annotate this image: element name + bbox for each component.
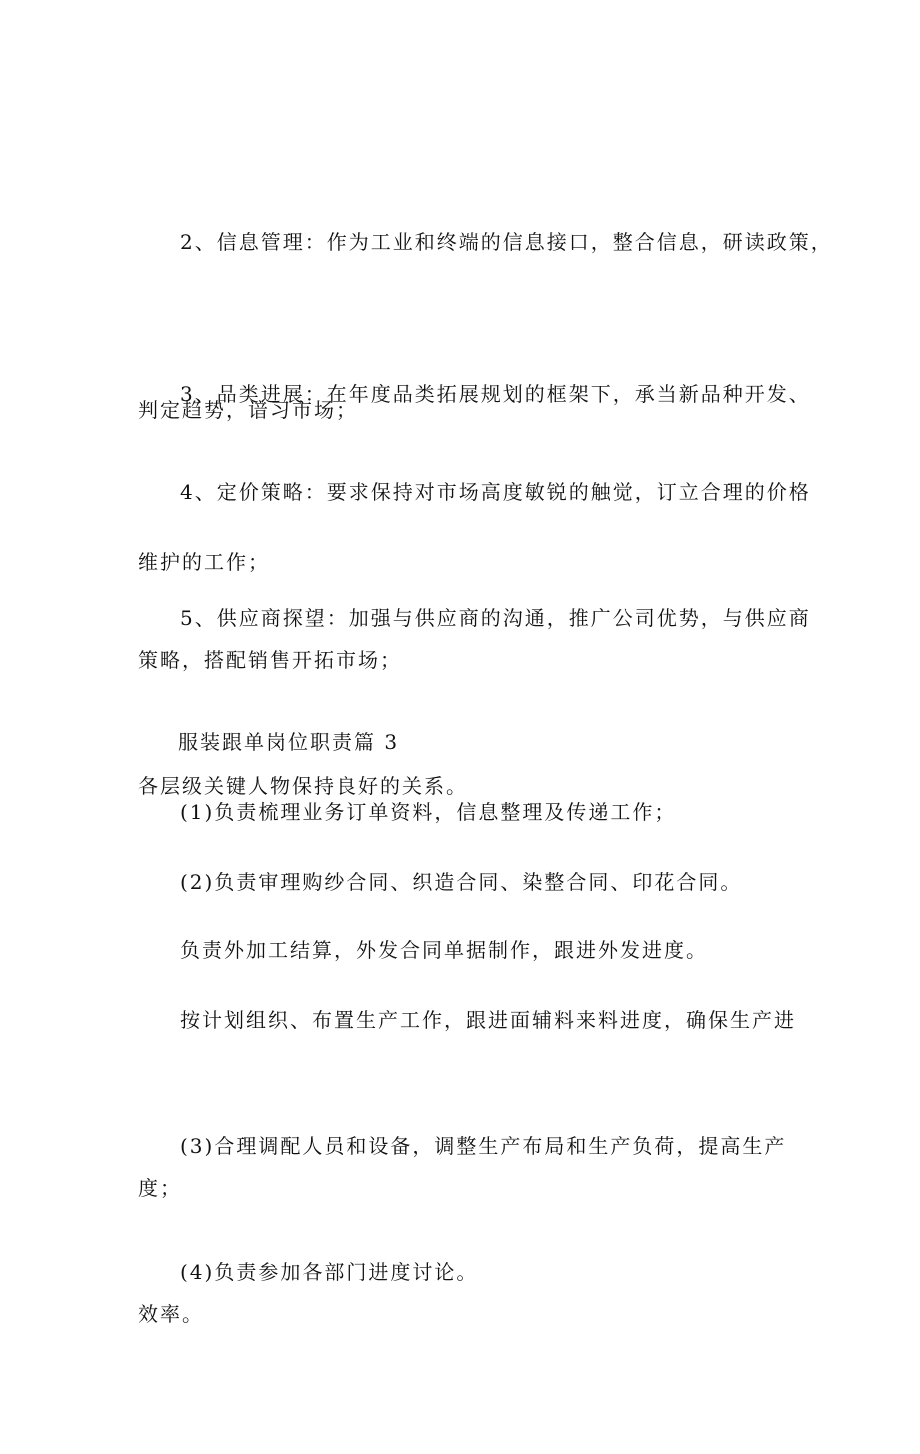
paragraph-duty-4 <box>138 1132 798 1412</box>
text-line: 2、信息管理：作为工业和终端的信息接口，整合信息，研读政策， <box>180 230 833 254</box>
text-line: (2)负责审理购纱合同、织造合同、染整合同、印花合同。 <box>180 870 743 894</box>
text-line: (4)负责参加各部门进度讨论。 <box>180 1260 479 1284</box>
text-line: (3)合理调配人员和设备，调整生产布局和生产负荷，提高生产 <box>180 1134 787 1158</box>
text-line: 3、品类进展：在年度品类拓展规划的框架下，承当新品种开发、 <box>180 382 811 406</box>
text-line: 4、定价策略：要求保持对市场高度敏锐的触觉，订立合理的价格 <box>180 480 811 504</box>
text-line: 5、供应商探望：加强与供应商的沟通，推广公司优势，与供应商 <box>180 606 811 630</box>
section-title: 服装跟单岗位职责篇 3 <box>178 730 400 754</box>
text-line: 按计划组织、布置生产工作，跟进面辅料来料进度，确保生产进 <box>180 1008 796 1032</box>
text-line: 负责外加工结算，外发合同单据制作，跟进外发进度。 <box>180 938 708 962</box>
text-line: 策略，搭配销售开拓市场； <box>138 648 402 672</box>
text-line: 效率。 <box>138 1302 204 1326</box>
text-line: (1)负责梳理业务订单资料，信息整理及传递工作； <box>180 800 677 824</box>
text-line: 度； <box>138 1176 182 1200</box>
text-line: 判定趋势，谙习市场； <box>138 398 358 422</box>
text-line: 各层级关键人物保持良好的关系。 <box>138 774 468 798</box>
text-line: 维护的工作； <box>138 550 270 574</box>
